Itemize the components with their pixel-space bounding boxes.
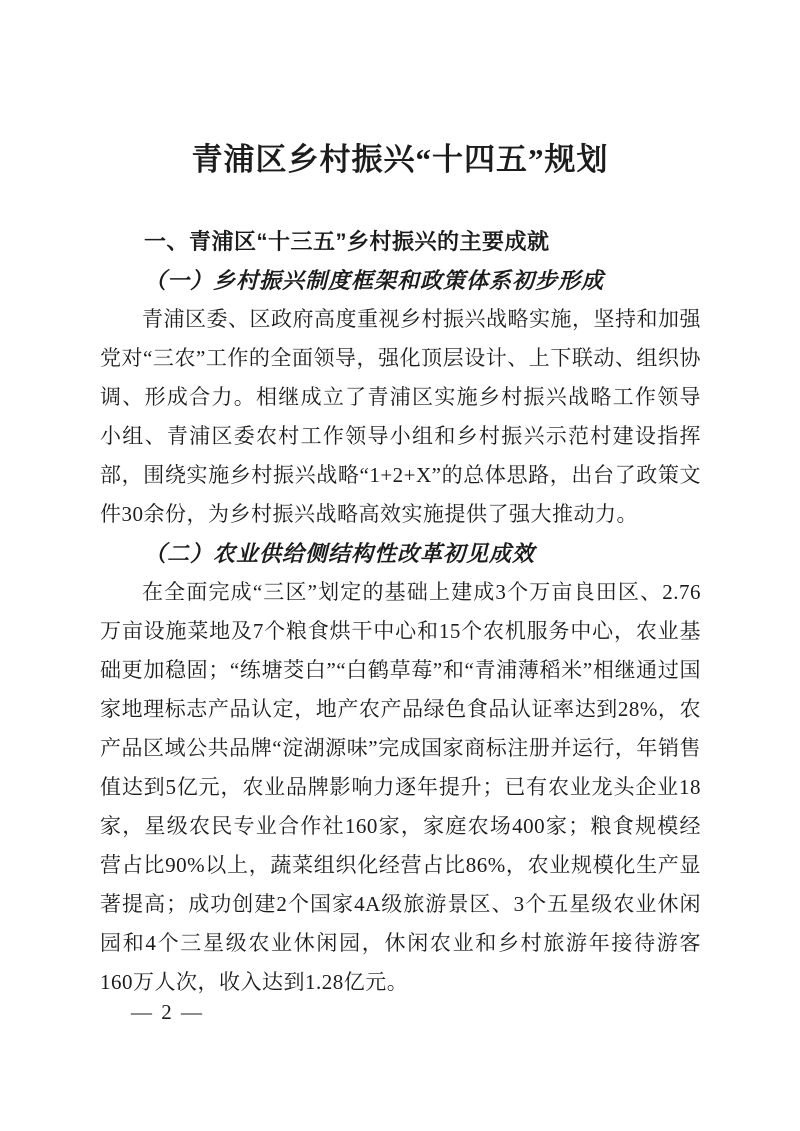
subsection-1-heading: （一）乡村振兴制度框架和政策体系初步形成: [144, 268, 605, 293]
subsection-2-paragraph: 在全面完成“三区”划定的基础上建成3个万亩良田区、2.76万亩设施菜地及7个粮食烘干中心和15个农机服务中心，农业基础更加稳固；“练塘茭白”“白鹤草莓”和“青浦薄稻米”相继通过国家地理标志产品认定，地产农产品绿色食品认证率达到28%，农产品区域公共品牌“淀湖源味”完成国家商标注册并运行，年销售值达到5亿元，农业品牌影响力逐年提升；已有农业龙头企业18家，星级农民专业合作社160家，家庭农场400家；粮食规模经营占比90%以上，蔬菜组织化经营占比86%，农业规模化生产显著提高；成功创建2个国家4A级旅游景区、3个五星级农业休闲园和4个三星级农业休闲园，休闲农业和乡村旅游年接待游客160万人次，收入达到1.28亿元。: [100, 580, 701, 994]
document-title: 青浦区乡村振兴“十四五”规划: [191, 142, 609, 177]
document-body: [100, 222, 701, 1002]
subsection-2-heading: （二）农业供给侧结构性改革初见成效: [144, 541, 536, 566]
subsection-1-paragraph: 青浦区委、区政府高度重视乡村振兴战略实施，坚持和加强党对“三农”工作的全面领导，强化顶层设计、上下联动、组织协调、形成合力。相继成立了青浦区实施乡村振兴战略工作领导小组、青浦区委农村工作领导小组和乡村振兴示范村建设指挥部，围绕实施乡村振兴战略“1+2+X”的总体思路，出台了政策文件30余份，为乡村振兴战略高效实施提供了强大推动力。: [100, 307, 701, 526]
page-number: — 2 —: [131, 1000, 204, 1024]
section-1-heading: 一、青浦区“十三五”乡村振兴的主要成就: [144, 229, 550, 254]
